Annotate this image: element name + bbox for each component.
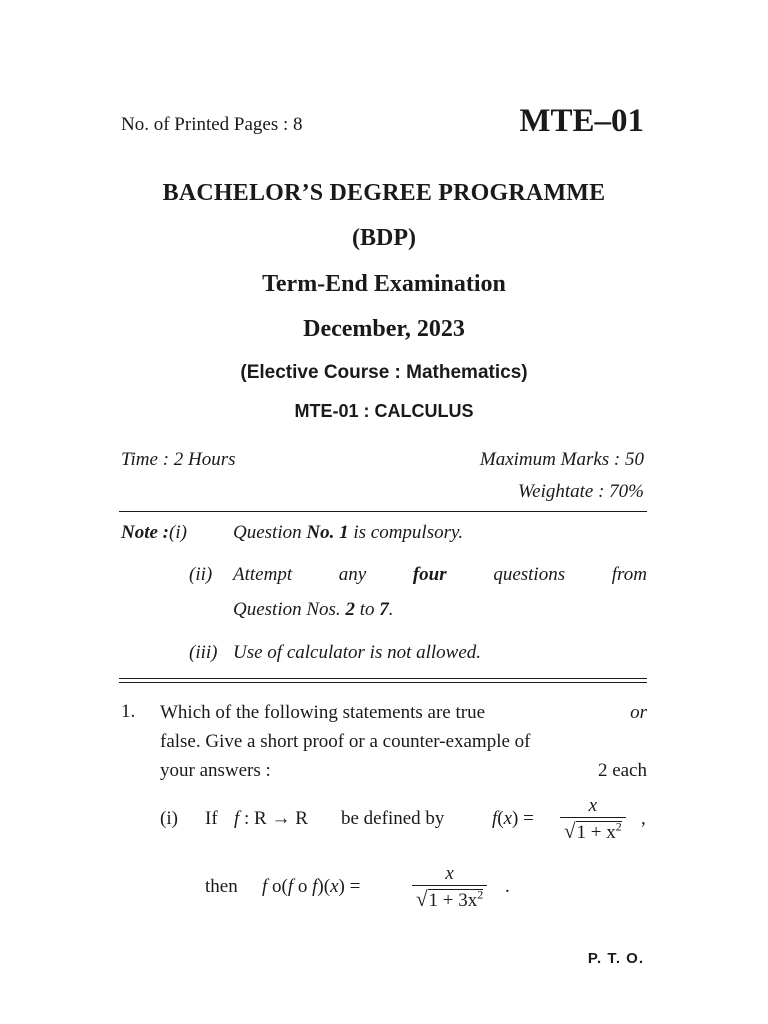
note-num-3: (iii) [189,642,218,663]
part-i-composition: f o(f o f)(x) = [262,876,361,897]
comma: , [641,808,646,829]
programme-abbr: (BDP) [352,225,416,251]
question-1-line1: Which of the following statements are true or [160,702,647,723]
exam-title: Term-End Examination [262,271,506,297]
part-i-defined: be defined by [341,808,445,829]
part-i-if: If [205,808,218,829]
course-name: MTE-01 : CALCULUS [294,401,474,421]
max-marks: Maximum Marks : 50 [479,449,644,470]
pto-label: P. T. O. [587,950,644,967]
question-marks: 2 each [597,760,647,781]
note-item-1 [121,522,464,544]
question-number: 1. [121,701,136,722]
part-i-then: then [205,876,238,897]
part-i-fx: f(x) = [492,808,534,829]
question-1-line3: your answers : 2 each [160,756,647,785]
divider [119,511,647,512]
question-1-text [160,698,647,785]
exam-date: December, 2023 [303,316,465,342]
question-1-line2: false. Give a short proof or a counter-example of [160,731,531,752]
note-text-1: Question No. 1 is compulsory. [233,522,464,543]
fraction-1: $\frac{x}{√1 + x^2}$ [560,795,626,844]
part-i-num: (i) [160,808,178,829]
note-text-3: Use of calculator is not allowed. [233,642,482,663]
note-num-2: (ii) [189,564,213,585]
weightage: Weightate : 70% [518,481,644,502]
course-code: MTE–01 [519,103,644,139]
note-text-2-line1: Attempt any four questions from [233,564,647,585]
double-divider-top [119,678,647,679]
fraction-2: $\frac{x}{√1 + 3x^2}$ [412,863,487,912]
exam-time: Time : 2 Hours [121,449,236,470]
printed-pages: No. of Printed Pages : 8 [121,114,303,135]
note-text-2-line2: Question Nos. 2 to 7. [233,599,394,620]
period: . [505,876,510,897]
double-divider-bottom [119,682,647,683]
note-label: Note : [121,522,170,543]
part-i-map: f : R → R [234,808,308,829]
note-num-1: (i) [169,522,187,543]
elective-course: (Elective Course : Mathematics) [240,362,528,383]
programme-title: BACHELOR’S DEGREE PROGRAMME [162,180,606,206]
